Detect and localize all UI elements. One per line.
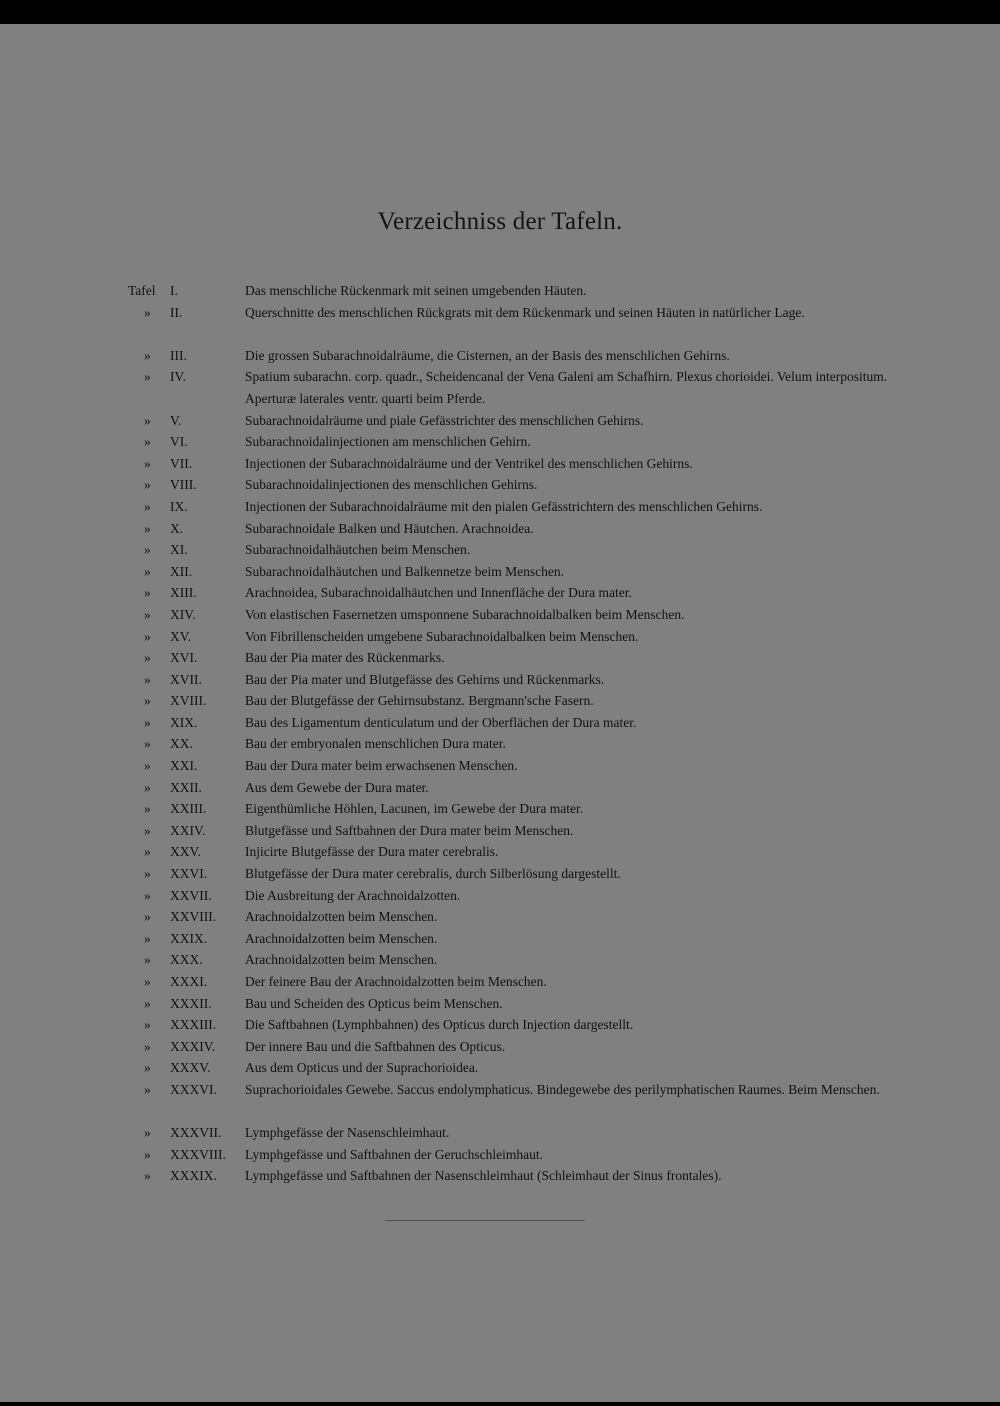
plate-prefix: »: [144, 650, 151, 666]
plate-entry: [0, 1014, 1000, 1036]
plate-entry: [0, 820, 1000, 842]
plate-number: XIII.: [170, 585, 197, 601]
plate-entry: [0, 798, 1000, 820]
plate-prefix: »: [144, 628, 151, 644]
plate-prefix: »: [144, 606, 151, 622]
plate-prefix: »: [144, 369, 151, 385]
plate-entry: [0, 604, 1000, 626]
plate-number: XXXVIII.: [170, 1146, 226, 1162]
plate-entry: [0, 1122, 1000, 1144]
plate-number: VI.: [170, 434, 188, 450]
plate-description: Subarachnoidalhäutchen beim Menschen.: [245, 542, 471, 558]
plate-description: Der innere Bau und die Saftbahnen des Opticus.: [245, 1038, 506, 1054]
plate-entry: [0, 453, 1000, 475]
plate-entry: [0, 1057, 1000, 1079]
plate-description: Eigenthümliche Höhlen, Lacunen, im Gewebe der Dura mater.: [245, 801, 584, 817]
page-title: Verzeichniss der Tafeln.: [377, 208, 623, 235]
plate-prefix: »: [144, 758, 151, 774]
plate-prefix: »: [144, 520, 151, 536]
plate-prefix: Tafel: [128, 283, 156, 298]
plate-number: XVII.: [170, 671, 202, 687]
plate-entry: [0, 885, 1000, 907]
plate-number: XXII.: [170, 779, 202, 795]
plate-number: XXI.: [170, 758, 198, 774]
plate-prefix: »: [144, 563, 151, 579]
plate-number: XXXV.: [170, 1060, 211, 1076]
plate-description: Bau der Blutgefässe der Gehirnsubstanz. Bergmann'sche Fasern.: [245, 693, 594, 709]
plate-entry: [0, 1079, 1000, 1122]
plate-prefix: »: [144, 1017, 151, 1033]
plate-description: Subarachnoidalinjectionen des menschlichen Gehirns.: [245, 477, 538, 493]
plate-number: XI.: [170, 542, 188, 558]
plate-number: XXXII.: [170, 995, 212, 1011]
plate-entry: [0, 1165, 1000, 1187]
plate-description: Subarachnoidalhäutchen und Balkennetze beim Menschen.: [245, 563, 565, 579]
plate-description: Die Ausbreitung der Arachnoidalzotten.: [245, 887, 461, 903]
plate-description: Bau der embryonalen menschlichen Dura mater.: [245, 736, 506, 752]
plate-prefix: »: [144, 1081, 151, 1097]
plate-number: XIV.: [170, 606, 196, 622]
plate-entry: [0, 1036, 1000, 1058]
plate-entry: [0, 302, 1000, 345]
plate-description: Injectionen der Subarachnoidalräume mit den pialen Gefässtrichtern des menschlichen Gehirns.: [245, 498, 763, 514]
plate-entry: [0, 539, 1000, 561]
plate-description: Arachnoidalzotten beim Menschen.: [245, 952, 438, 968]
plate-prefix: »: [144, 585, 151, 601]
plate-entry: [0, 669, 1000, 691]
plate-entry: [0, 971, 1000, 993]
plate-entry: [0, 626, 1000, 648]
plate-prefix: »: [144, 844, 151, 860]
plate-description: Der feinere Bau der Arachnoidalzotten beim Menschen.: [245, 974, 547, 989]
plate-number: X.: [170, 520, 184, 536]
plate-entry: [0, 561, 1000, 583]
plate-prefix: »: [144, 995, 151, 1011]
plate-number: XXIV.: [170, 822, 206, 838]
plate-number: XXIX.: [170, 930, 208, 946]
document-page: [0, 24, 1000, 1402]
plate-entry: [0, 928, 1000, 950]
closing-rule: [385, 1220, 585, 1221]
plate-prefix: »: [144, 1168, 151, 1184]
plate-entry: [0, 755, 1000, 777]
plate-description: Aus dem Gewebe der Dura mater.: [245, 779, 429, 795]
plate-entry: [0, 496, 1000, 518]
plate-prefix: »: [144, 1060, 151, 1076]
plate-number: XX.: [170, 736, 193, 752]
plate-description: Suprachorioidales Gewebe. Saccus endolymphaticus. Bindegewebe des perilymphatischen Raumes. Beim Menschen.: [245, 1081, 880, 1097]
plate-entry: [0, 582, 1000, 604]
plate-description: Arachnoidea, Subarachnoidalhäutchen und Innenfläche der Dura mater.: [245, 585, 632, 601]
plate-description: Bau der Pia mater und Blutgefässe des Gehirns und Rückenmarks.: [245, 671, 605, 687]
plate-prefix: »: [144, 866, 151, 882]
plate-number: XXIII.: [170, 801, 207, 817]
plate-prefix: »: [144, 974, 151, 989]
plate-prefix: »: [144, 498, 151, 514]
plate-description: Arachnoidalzotten beim Menschen.: [245, 930, 438, 946]
plate-prefix: »: [144, 930, 151, 946]
plate-prefix: »: [144, 671, 151, 687]
plate-prefix: »: [144, 801, 151, 817]
plate-number: XXXVII.: [170, 1125, 222, 1141]
plate-prefix: »: [144, 909, 151, 925]
plate-number: III.: [170, 347, 187, 363]
plate-description: Bau der Dura mater beim erwachsenen Menschen.: [245, 758, 518, 774]
plate-description: Subarachnoidalinjectionen am menschlichen Gehirn.: [245, 434, 531, 450]
plate-prefix: »: [144, 714, 151, 730]
plate-entry: [0, 863, 1000, 885]
plate-entry: [0, 993, 1000, 1015]
plates-list: [0, 280, 1000, 1187]
plate-description: Bau und Scheiden des Opticus beim Menschen.: [245, 995, 503, 1011]
plate-prefix: »: [144, 952, 151, 968]
plate-entry: [0, 841, 1000, 863]
plate-entry: [0, 1144, 1000, 1166]
plate-prefix: »: [144, 455, 151, 471]
plate-prefix: »: [144, 434, 151, 450]
plate-entry: [0, 733, 1000, 755]
plate-description: Subarachnoidalräume und piale Gefässtrichter des menschlichen Gehirns.: [245, 412, 644, 428]
plate-prefix: »: [144, 542, 151, 558]
plate-entry: [0, 949, 1000, 971]
plate-number: XXV.: [170, 844, 201, 860]
plate-number: XXXIII.: [170, 1017, 217, 1033]
plate-number: XII.: [170, 563, 193, 579]
plate-entry: [0, 712, 1000, 734]
plate-number: XVIII.: [170, 693, 207, 709]
plate-prefix: »: [144, 304, 151, 320]
plate-prefix: »: [144, 412, 151, 428]
plate-prefix: »: [144, 779, 151, 795]
plate-number: XIX.: [170, 714, 198, 730]
plate-description: Aus dem Opticus und der Suprachorioidea.: [245, 1060, 479, 1076]
plate-number: VIII.: [170, 477, 197, 493]
plate-entry: [0, 690, 1000, 712]
plate-entry: [0, 280, 1000, 302]
plate-description: Subarachnoidale Balken und Häutchen. Arachnoidea.: [245, 520, 534, 536]
plate-description: Lymphgefässe und Saftbahnen der Nasenschleimhaut (Schleimhaut der Sinus frontales).: [245, 1168, 722, 1184]
plate-description: Injectionen der Subarachnoidalräume und der Ventrikel des menschlichen Gehirns.: [245, 455, 693, 471]
plate-prefix: »: [144, 477, 151, 493]
plate-entry: [0, 474, 1000, 496]
plate-description: Querschnitte des menschlichen Rückgrats mit dem Rückenmark und seinen Häuten in natürlicher Lage.: [245, 304, 805, 320]
plate-number: I.: [170, 283, 178, 298]
plate-entry: [0, 518, 1000, 540]
plate-description: Lymphgefässe und Saftbahnen der Geruchschleimhaut.: [245, 1146, 544, 1162]
plate-number: XXX.: [170, 952, 203, 968]
plate-description: Blutgefässe und Saftbahnen der Dura mater beim Menschen.: [245, 822, 574, 838]
plate-prefix: »: [144, 347, 151, 363]
plate-number: XXVI.: [170, 866, 208, 882]
plate-entry: [0, 906, 1000, 928]
plate-prefix: »: [144, 736, 151, 752]
plate-prefix: »: [144, 1125, 151, 1141]
plate-number: XXXVI.: [170, 1081, 217, 1097]
plate-number: XXVII.: [170, 887, 212, 903]
plate-description: Lymphgefässe der Nasenschleimhaut.: [245, 1125, 450, 1141]
plate-number: XV.: [170, 628, 192, 644]
plate-number: XXXIX.: [170, 1168, 217, 1184]
plate-description: Von elastischen Fasernetzen umsponnene Subarachnoidalbalken beim Menschen.: [245, 606, 685, 622]
plate-prefix: »: [144, 822, 151, 838]
plate-number: IX.: [170, 498, 188, 514]
plate-number: V.: [170, 412, 182, 428]
plate-description: Das menschliche Rückenmark mit seinen umgebenden Häuten.: [245, 283, 587, 298]
plate-prefix: »: [144, 1038, 151, 1054]
plate-entry: [0, 647, 1000, 669]
plate-description: Blutgefässe der Dura mater cerebralis, durch Silberlösung dargestellt.: [245, 866, 621, 882]
plate-entry: [0, 777, 1000, 799]
plate-entry: [0, 345, 1000, 367]
plate-number: XVI.: [170, 650, 198, 666]
plate-description: Die grossen Subarachnoidalräume, die Cisternen, an der Basis des menschlichen Gehirns.: [245, 347, 730, 363]
plate-number: XXXI.: [170, 974, 208, 989]
plate-number: XXXIV.: [170, 1038, 216, 1054]
plate-description: Von Fibrillenscheiden umgebene Subarachnoidalbalken beim Menschen.: [245, 628, 639, 644]
plate-entry: [0, 431, 1000, 453]
plate-description: Spatium subarachn. corp. quadr., Scheidencanal der Vena Galeni am Schafhirn. Plexus chorioidei. Velum interpositum. Aperturæ laterales ventr. quarti beim Pferde.: [245, 369, 888, 406]
plate-description: Die Saftbahnen (Lymphbahnen) des Opticus durch Injection dargestellt.: [245, 1017, 634, 1033]
plate-number: IV.: [170, 369, 186, 385]
plate-number: II.: [170, 304, 183, 320]
plate-description: Injicirte Blutgefässe der Dura mater cerebralis.: [245, 844, 499, 860]
plate-prefix: »: [144, 1146, 151, 1162]
plate-number: XXVIII.: [170, 909, 217, 925]
plate-entry: [0, 366, 1000, 409]
plate-description: Arachnoidalzotten beim Menschen.: [245, 909, 438, 925]
plate-prefix: »: [144, 693, 151, 709]
plate-number: VII.: [170, 455, 193, 471]
plate-description: Bau des Ligamentum denticulatum und der Oberflächen der Dura mater.: [245, 714, 637, 730]
plate-description: Bau der Pia mater des Rückenmarks.: [245, 650, 445, 666]
plate-entry: [0, 410, 1000, 432]
plate-prefix: »: [144, 887, 151, 903]
